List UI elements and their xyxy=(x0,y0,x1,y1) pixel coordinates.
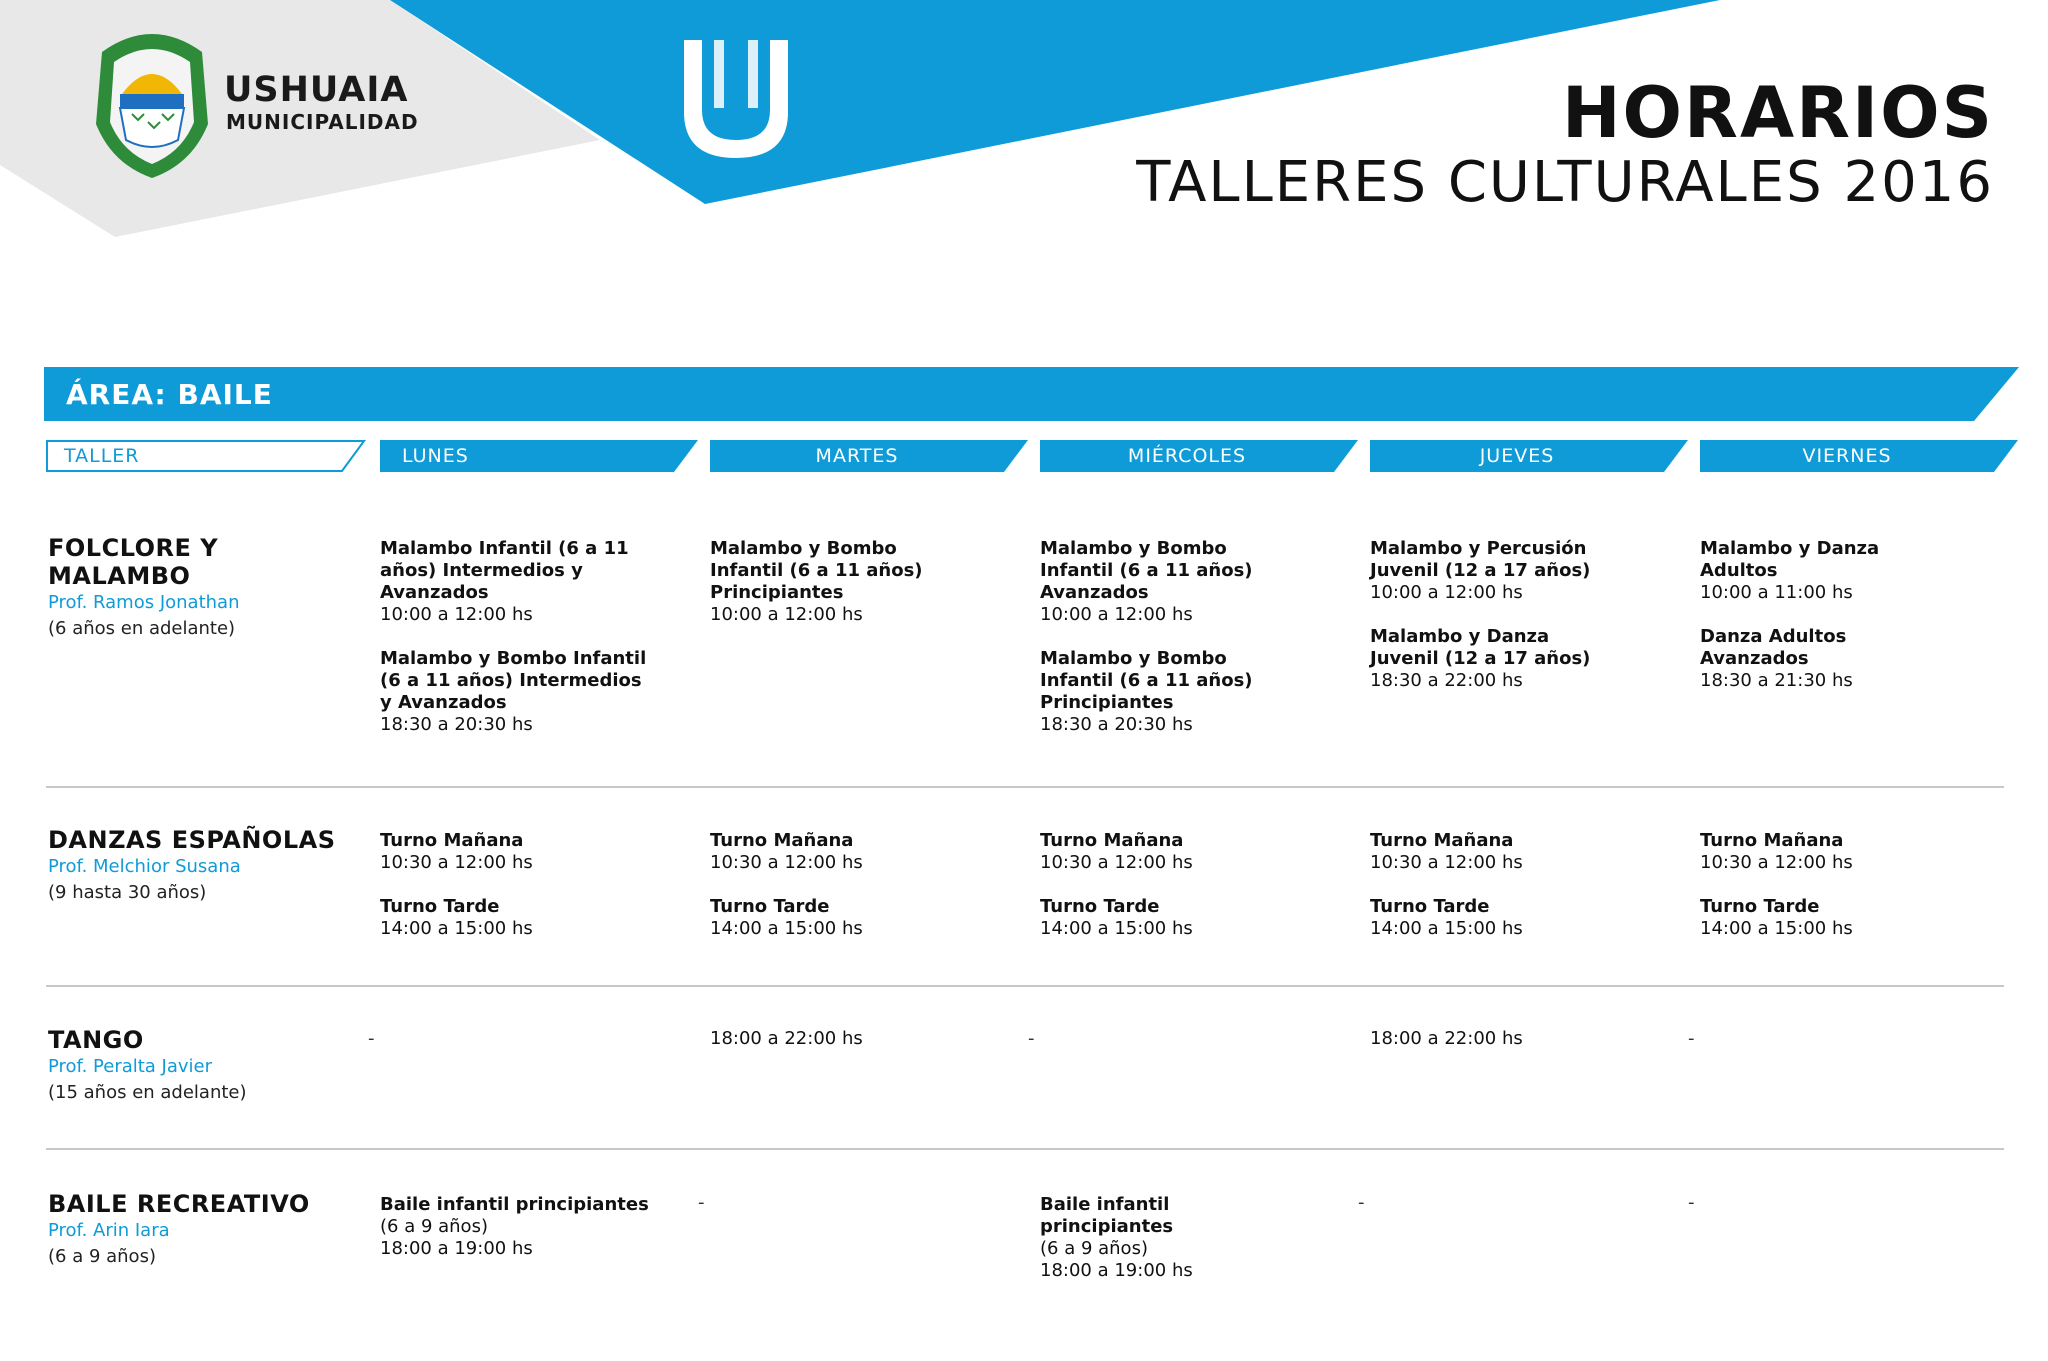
workshop-professor: Prof. Melchior Susana xyxy=(48,856,241,877)
page-subtitle: TALLERES CULTURALES 2016 xyxy=(1136,150,1994,215)
schedule-time: 18:00 a 22:00 hs xyxy=(1370,1028,1523,1049)
class-time: 10:30 a 12:00 hs xyxy=(1700,852,1853,873)
class-title: Turno Mañana xyxy=(1700,830,1844,851)
brand-subtitle: MUNICIPALIDAD xyxy=(226,110,419,134)
brand-name: USHUAIA xyxy=(224,70,409,110)
class-time: 10:30 a 12:00 hs xyxy=(380,852,533,873)
header-day-label: MIÉRCOLES xyxy=(1127,445,1247,467)
workshop-age-range: (6 años en adelante) xyxy=(48,618,236,639)
empty-slot: - xyxy=(1358,1192,1365,1213)
workshop-professor: Prof. Arin Iara xyxy=(48,1220,170,1241)
class-title: Malambo y Percusión Juvenil (12 a 17 años) xyxy=(1370,538,1591,581)
schedule-block xyxy=(380,648,650,736)
class-title: Malambo y Bombo Infantil (6 a 11 años) Intermedios y Avanzados xyxy=(380,648,647,713)
schedule-cell xyxy=(1040,830,1290,962)
area-bar xyxy=(44,367,2019,421)
class-time: 10:00 a 11:00 hs xyxy=(1700,582,1853,603)
header-day-label: JUEVES xyxy=(1479,445,1555,467)
row-divider xyxy=(46,786,2004,788)
schedule-cell xyxy=(1040,1194,1290,1304)
schedule-cell xyxy=(1370,538,1620,714)
ushuaia-shield-logo xyxy=(92,24,212,180)
schedule-cell xyxy=(1700,538,1950,714)
workshop-professor: Prof. Ramos Jonathan xyxy=(48,592,240,613)
row-divider xyxy=(46,985,2004,987)
workshop-name: TANGO xyxy=(48,1026,144,1054)
class-title: Turno Tarde xyxy=(710,896,830,917)
class-title: Baile infantil principiantes xyxy=(380,1194,649,1215)
schedule-block xyxy=(380,1194,650,1260)
workshop-name: FOLCLORE Y MALAMBO xyxy=(48,534,219,590)
workshop-name: BAILE RECREATIVO xyxy=(48,1190,310,1218)
class-time: 10:30 a 12:00 hs xyxy=(710,852,863,873)
u-logo-icon xyxy=(680,40,792,160)
schedule-block xyxy=(1040,896,1290,940)
class-time: 18:30 a 20:30 hs xyxy=(1040,714,1193,735)
schedule-block xyxy=(1040,1194,1290,1282)
page-title: HORARIOS xyxy=(1561,72,1994,154)
schedule-cell xyxy=(710,538,960,648)
workshop-age-range: (6 a 9 años) xyxy=(48,1246,156,1267)
schedule-cell xyxy=(380,1194,650,1282)
class-title: Turno Tarde xyxy=(1700,896,1820,917)
schedule-block xyxy=(1370,626,1620,692)
schedule-block xyxy=(1370,538,1620,604)
schedule-block xyxy=(380,830,650,874)
class-title: Baile infantil principiantes xyxy=(1040,1194,1174,1237)
schedule-block xyxy=(1040,830,1290,874)
schedule-block xyxy=(1370,830,1620,874)
header-day-label: VIERNES xyxy=(1802,445,1892,467)
class-time: 10:00 a 12:00 hs xyxy=(1040,604,1193,625)
class-time: 10:30 a 12:00 hs xyxy=(1370,852,1523,873)
class-title: Malambo y Bombo Infantil (6 a 11 años) Principiantes xyxy=(1040,648,1253,713)
class-title: Turno Mañana xyxy=(1040,830,1184,851)
workshop-name: DANZAS ESPAÑOLAS xyxy=(48,826,336,854)
class-time: 18:00 a 19:00 hs xyxy=(1040,1260,1193,1281)
class-title: Malambo Infantil (6 a 11 años) Intermedios y Avanzados xyxy=(380,538,629,603)
class-time: 14:00 a 15:00 hs xyxy=(380,918,533,939)
area-label: ÁREA: BAILE xyxy=(66,378,273,411)
class-time: 10:00 a 12:00 hs xyxy=(710,604,863,625)
class-time: 10:00 a 12:00 hs xyxy=(380,604,533,625)
schedule-cell xyxy=(1040,538,1290,758)
workshop-professor: Prof. Peralta Javier xyxy=(48,1056,213,1077)
schedule-cell xyxy=(380,830,650,962)
schedule-cell xyxy=(1700,830,1950,962)
class-title: Turno Mañana xyxy=(1370,830,1514,851)
empty-slot: - xyxy=(698,1192,705,1213)
header-day-label: MARTES xyxy=(815,445,899,467)
class-time: 18:30 a 20:30 hs xyxy=(380,714,533,735)
header-taller-label: TALLER xyxy=(64,445,140,467)
class-title: Malambo y Danza Juvenil (12 a 17 años) xyxy=(1370,626,1591,669)
workshop-age-range: (9 hasta 30 años) xyxy=(48,882,207,903)
empty-slot: - xyxy=(368,1028,375,1049)
class-time: 18:30 a 22:00 hs xyxy=(1370,670,1523,691)
schedule-cell xyxy=(1370,830,1620,962)
empty-slot: - xyxy=(1688,1028,1695,1049)
schedule-cell xyxy=(710,830,960,962)
schedule-block xyxy=(380,538,650,626)
class-time: 14:00 a 15:00 hs xyxy=(710,918,863,939)
workshop-age-range: (15 años en adelante) xyxy=(48,1082,247,1103)
class-title: Malambo y Bombo Infantil (6 a 11 años) Avanzados xyxy=(1040,538,1253,603)
empty-slot: - xyxy=(1688,1192,1695,1213)
schedule-block xyxy=(710,896,960,940)
class-age: (6 a 9 años) xyxy=(380,1216,488,1237)
empty-slot: - xyxy=(1028,1028,1035,1049)
class-time: 14:00 a 15:00 hs xyxy=(1700,918,1853,939)
schedule-block xyxy=(1040,648,1290,736)
schedule-block xyxy=(1700,626,1950,692)
class-time: 14:00 a 15:00 hs xyxy=(1040,918,1193,939)
class-time: 10:00 a 12:00 hs xyxy=(1370,582,1523,603)
schedule-time: 18:00 a 22:00 hs xyxy=(710,1028,863,1049)
class-title: Turno Mañana xyxy=(380,830,524,851)
schedule-block xyxy=(710,538,960,626)
schedule-block xyxy=(1040,538,1290,626)
schedule-block xyxy=(1370,896,1620,940)
class-time: 18:30 a 21:30 hs xyxy=(1700,670,1853,691)
schedule-block xyxy=(1700,830,1950,874)
schedule-block xyxy=(1700,896,1950,940)
class-title: Turno Mañana xyxy=(710,830,854,851)
class-title: Malambo y Bombo Infantil (6 a 11 años) Principiantes xyxy=(710,538,923,603)
class-title: Danza Adultos Avanzados xyxy=(1700,626,1847,669)
class-time: 14:00 a 15:00 hs xyxy=(1370,918,1523,939)
row-divider xyxy=(46,1148,2004,1150)
class-time: 18:00 a 19:00 hs xyxy=(380,1238,533,1259)
schedule-block xyxy=(1700,538,1950,604)
header-day-label: LUNES xyxy=(402,445,469,467)
schedule-block xyxy=(710,830,960,874)
class-time: 10:30 a 12:00 hs xyxy=(1040,852,1193,873)
class-title: Turno Tarde xyxy=(380,896,500,917)
class-title: Turno Tarde xyxy=(1040,896,1160,917)
schedule-block xyxy=(380,896,650,940)
schedule-cell xyxy=(380,538,650,758)
class-title: Turno Tarde xyxy=(1370,896,1490,917)
class-title: Malambo y Danza Adultos xyxy=(1700,538,1880,581)
class-age: (6 a 9 años) xyxy=(1040,1238,1148,1259)
